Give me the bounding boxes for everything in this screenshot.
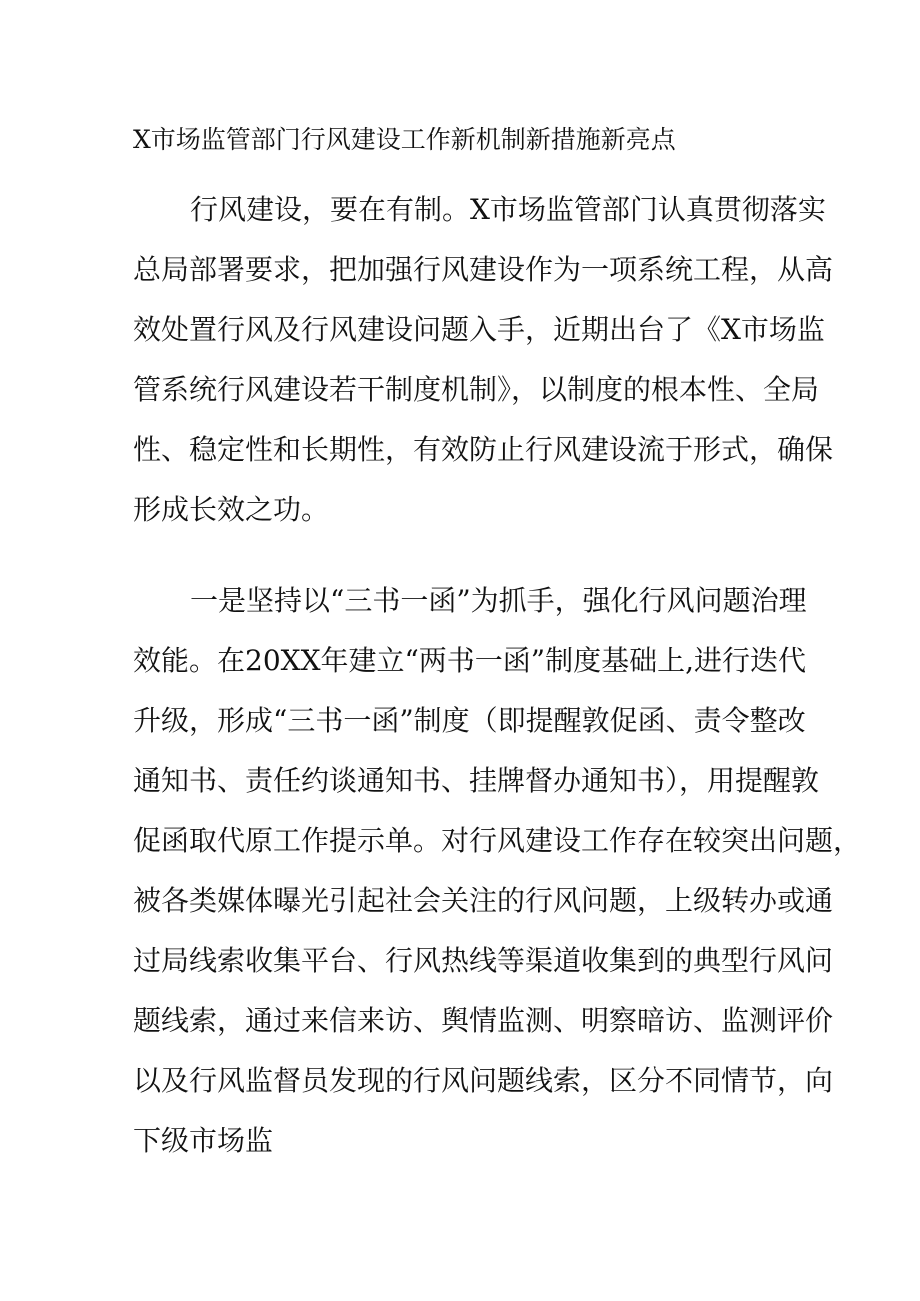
paragraph-line: 管系统行风建设若干制度机制》，以制度的根本性、全局 <box>133 373 820 406</box>
paragraph-1 <box>133 180 833 540</box>
paragraph-line: 形成长效之功。 <box>133 493 330 526</box>
paragraph-line: 总局部署要求，把加强行风建设作为一项系统工程，从高 <box>133 253 834 286</box>
paragraph-line: 题线索，通过来信来访、舆情监测、明察暗访、监测评价 <box>133 1004 834 1037</box>
paragraph-line: 以及行风监督员发现的行风问题线索，区分不同情节，向 <box>133 1064 834 1097</box>
paragraph-line: 性、稳定性和长期性，有效防止行风建设流于形式，确保 <box>133 433 834 466</box>
paragraph-line: 通知书、责任约谈通知书、挂牌督办通知书），用提醒敦 <box>133 764 820 797</box>
paragraph-line: 效处置行风及行风建设问题入手，近期出台了《X市场监 <box>133 313 825 346</box>
paragraph-2 <box>133 571 861 1171</box>
document-title: X市场监管部门行风建设工作新机制新措施新亮点 <box>133 125 676 154</box>
paragraph-line: 过局线索收集平台、行风热线等渠道收集到的典型行风问 <box>133 944 834 977</box>
paragraph-line: 效能。在20XX年建立“两书一函”制度基础上,进行迭代 <box>133 644 807 677</box>
paragraph-line: 升级，形成“三书一函”制度（即提醒敦促函、责令整改 <box>133 704 806 737</box>
paragraph-line: 行风建设，要在有制。X市场监管部门认真贯彻落实 <box>190 193 826 226</box>
paragraph-line: 下级市场监 <box>133 1124 274 1157</box>
paragraph-line: 被各类媒体曝光引起社会关注的行风问题，上级转办或通 <box>133 884 834 917</box>
paragraph-line: 促函取代原工作提示单。对行风建设工作存在较突出问题， <box>133 824 862 857</box>
paragraph-line: 一是坚持以“三书一函”为抓手，强化行风问题治理 <box>190 584 807 617</box>
